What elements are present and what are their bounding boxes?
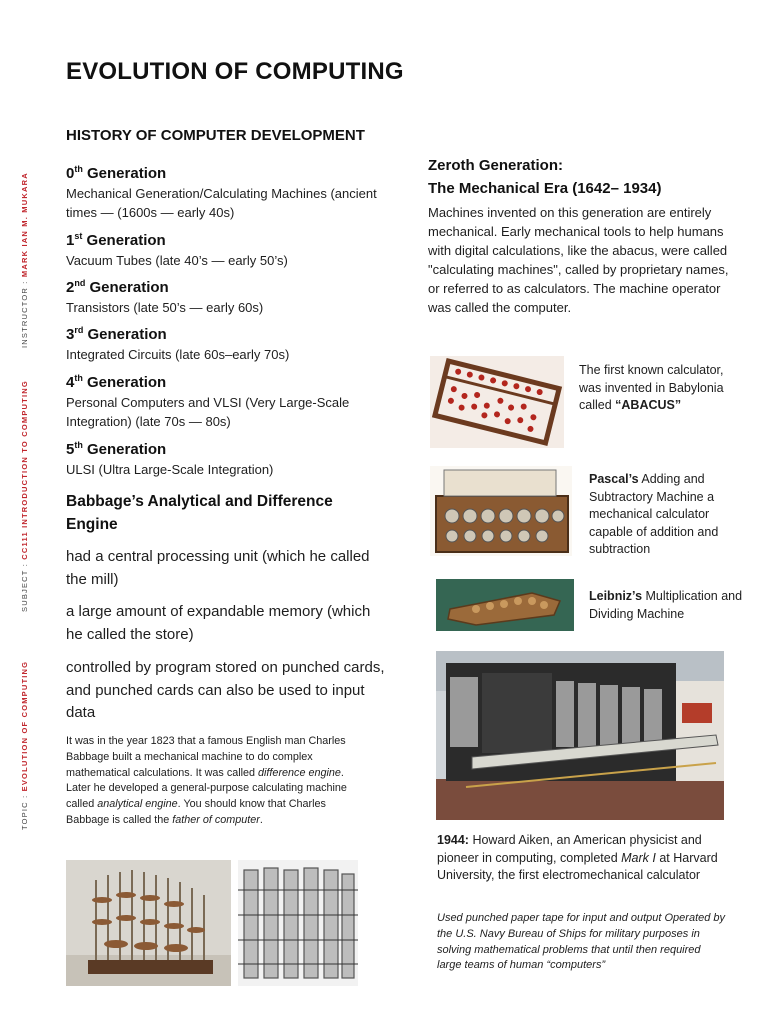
subject-key: SUBJECT : [20,559,29,612]
gen-label: Generation [83,326,167,343]
babbage-point-3: controlled by program stored on punched cards, and punched cards can also be used to input data [66,659,385,721]
analytical-engine-photo [66,860,231,986]
caption-text: The first known calculator, was invented in Babylonia called [579,363,724,412]
gen-sup: nd [74,278,86,288]
gen-num: 5 [66,441,75,458]
caption-text: Adding and Subtractory Machine a mechanical calculator capable of addition and subtraction [589,472,719,556]
generation-2 [66,273,396,317]
gen-desc: Vacuum Tubes (late 40’s — early 50’s) [66,253,288,268]
gen-desc: Personal Computers and VLSI (Very Large-Scale Integration) (late 70s — 80s) [66,395,350,429]
caption-bold: 1944: [437,833,469,847]
caption-bold: “ABACUS” [615,398,682,412]
gen-sup: st [74,231,83,241]
instructor-value: MARK IAN M. MUKARA [20,172,29,278]
babbage-heading: Babbage’s Analytical and Difference Engine [66,493,333,533]
story-text: . You should know that Charles Babbage is called the [66,798,326,826]
aiken-caption [437,832,727,885]
story-text: It was in the year 1823 that a famous English man Charles Babbage built a mechanical machine to do complex mathematical calculations. It was called [66,735,346,779]
generation-1 [66,226,396,270]
aiken-note: Used punched paper tape for input and output Operated by the U.S. Navy Bureau of Ships for military purposes in solving mathematical problems that until then required large teams of human “computers” [437,912,726,972]
zeroth-generation-heading [428,154,748,200]
zeroth-heading-line-2: The Mechanical Era (1642– 1934) [428,180,662,197]
leibniz-machine-photo [436,579,574,631]
harvard-mark-i-photo [436,651,724,820]
gen-label: Generation [85,279,169,296]
gen-desc: Transistors (late 50’s — early 60s) [66,300,264,315]
caption-emphasis: Mark I [621,850,656,865]
generation-3 [66,320,396,364]
gen-desc: Integrated Circuits (late 60s–early 70s) [66,347,290,362]
gen-sup: th [74,373,83,383]
story-text: . Later he developed a general-purpose calculating machine called [66,766,347,811]
caption-bold: Leibniz’s [589,589,643,603]
pascal-caption [589,471,749,559]
side-label-instructor [20,172,29,348]
side-label-topic [20,661,29,830]
generation-4 [66,368,396,431]
gen-label: Generation [82,441,167,458]
story-emphasis: analytical engine [97,798,178,811]
topic-value: EVOLUTION OF COMPUTING [20,660,29,792]
subject-value: CC111 INTRODUCTION TO COMPUTING [20,380,29,560]
abacus-photo [430,356,564,448]
difference-engine-drawing [238,860,358,986]
section-subtitle: HISTORY OF COMPUTER DEVELOPMENT [66,127,365,144]
gen-desc: ULSI (Ultra Large-Scale Integration) [66,462,274,477]
gen-label: Generation [82,232,166,249]
side-label-subject [20,380,29,612]
abacus-caption [579,362,747,415]
gen-num: 1 [66,232,75,249]
gen-sup: th [74,164,83,174]
zeroth-generation-body: Machines invented on this generation are entirely mechanical. Early mechanical tools to help humans with digital calculations, like the abacus, were called "calculating machines", called by proprietary names, or referred to as calculators. The machine operator was called the computer. [428,205,729,315]
generation-5 [66,435,396,479]
pascal-machine-photo [430,466,572,556]
page-title: EVOLUTION OF COMPUTING [66,58,404,85]
caption-bold: Pascal’s [589,472,639,486]
instructor-key: INSTRUCTOR : [20,277,29,348]
caption-text: Multiplication and Dividing Machine [589,589,743,621]
gen-label: Generation [82,165,167,182]
gen-num: 3 [66,326,75,343]
gen-sup: rd [74,325,84,335]
gen-num: 2 [66,279,75,296]
story-text: . [259,813,263,826]
caption-text: Howard Aiken, an American physicist and pioneer in computing, completed [437,833,702,865]
gen-num: 4 [66,374,75,391]
story-emphasis: difference engine [258,766,341,779]
babbage-story [66,734,371,829]
gen-num: 0 [66,165,75,182]
leibniz-caption [589,588,749,623]
gen-label: Generation [82,374,167,391]
topic-key: TOPIC : [20,791,29,830]
gen-desc: Mechanical Generation/Calculating Machines (ancient times — (1600s — early 40s) [66,186,377,220]
zeroth-heading-line-1: Zeroth Generation: [428,157,564,174]
gen-sup: th [74,440,83,450]
babbage-point-2: a large amount of expandable memory (which he called the store) [66,603,371,643]
generation-0 [66,159,396,222]
caption-text: at Harvard University, the first electromechanical calculator [437,850,718,882]
babbage-point-1: had a central processing unit (which he called the mill) [66,548,370,588]
story-emphasis: father of computer [172,813,260,826]
